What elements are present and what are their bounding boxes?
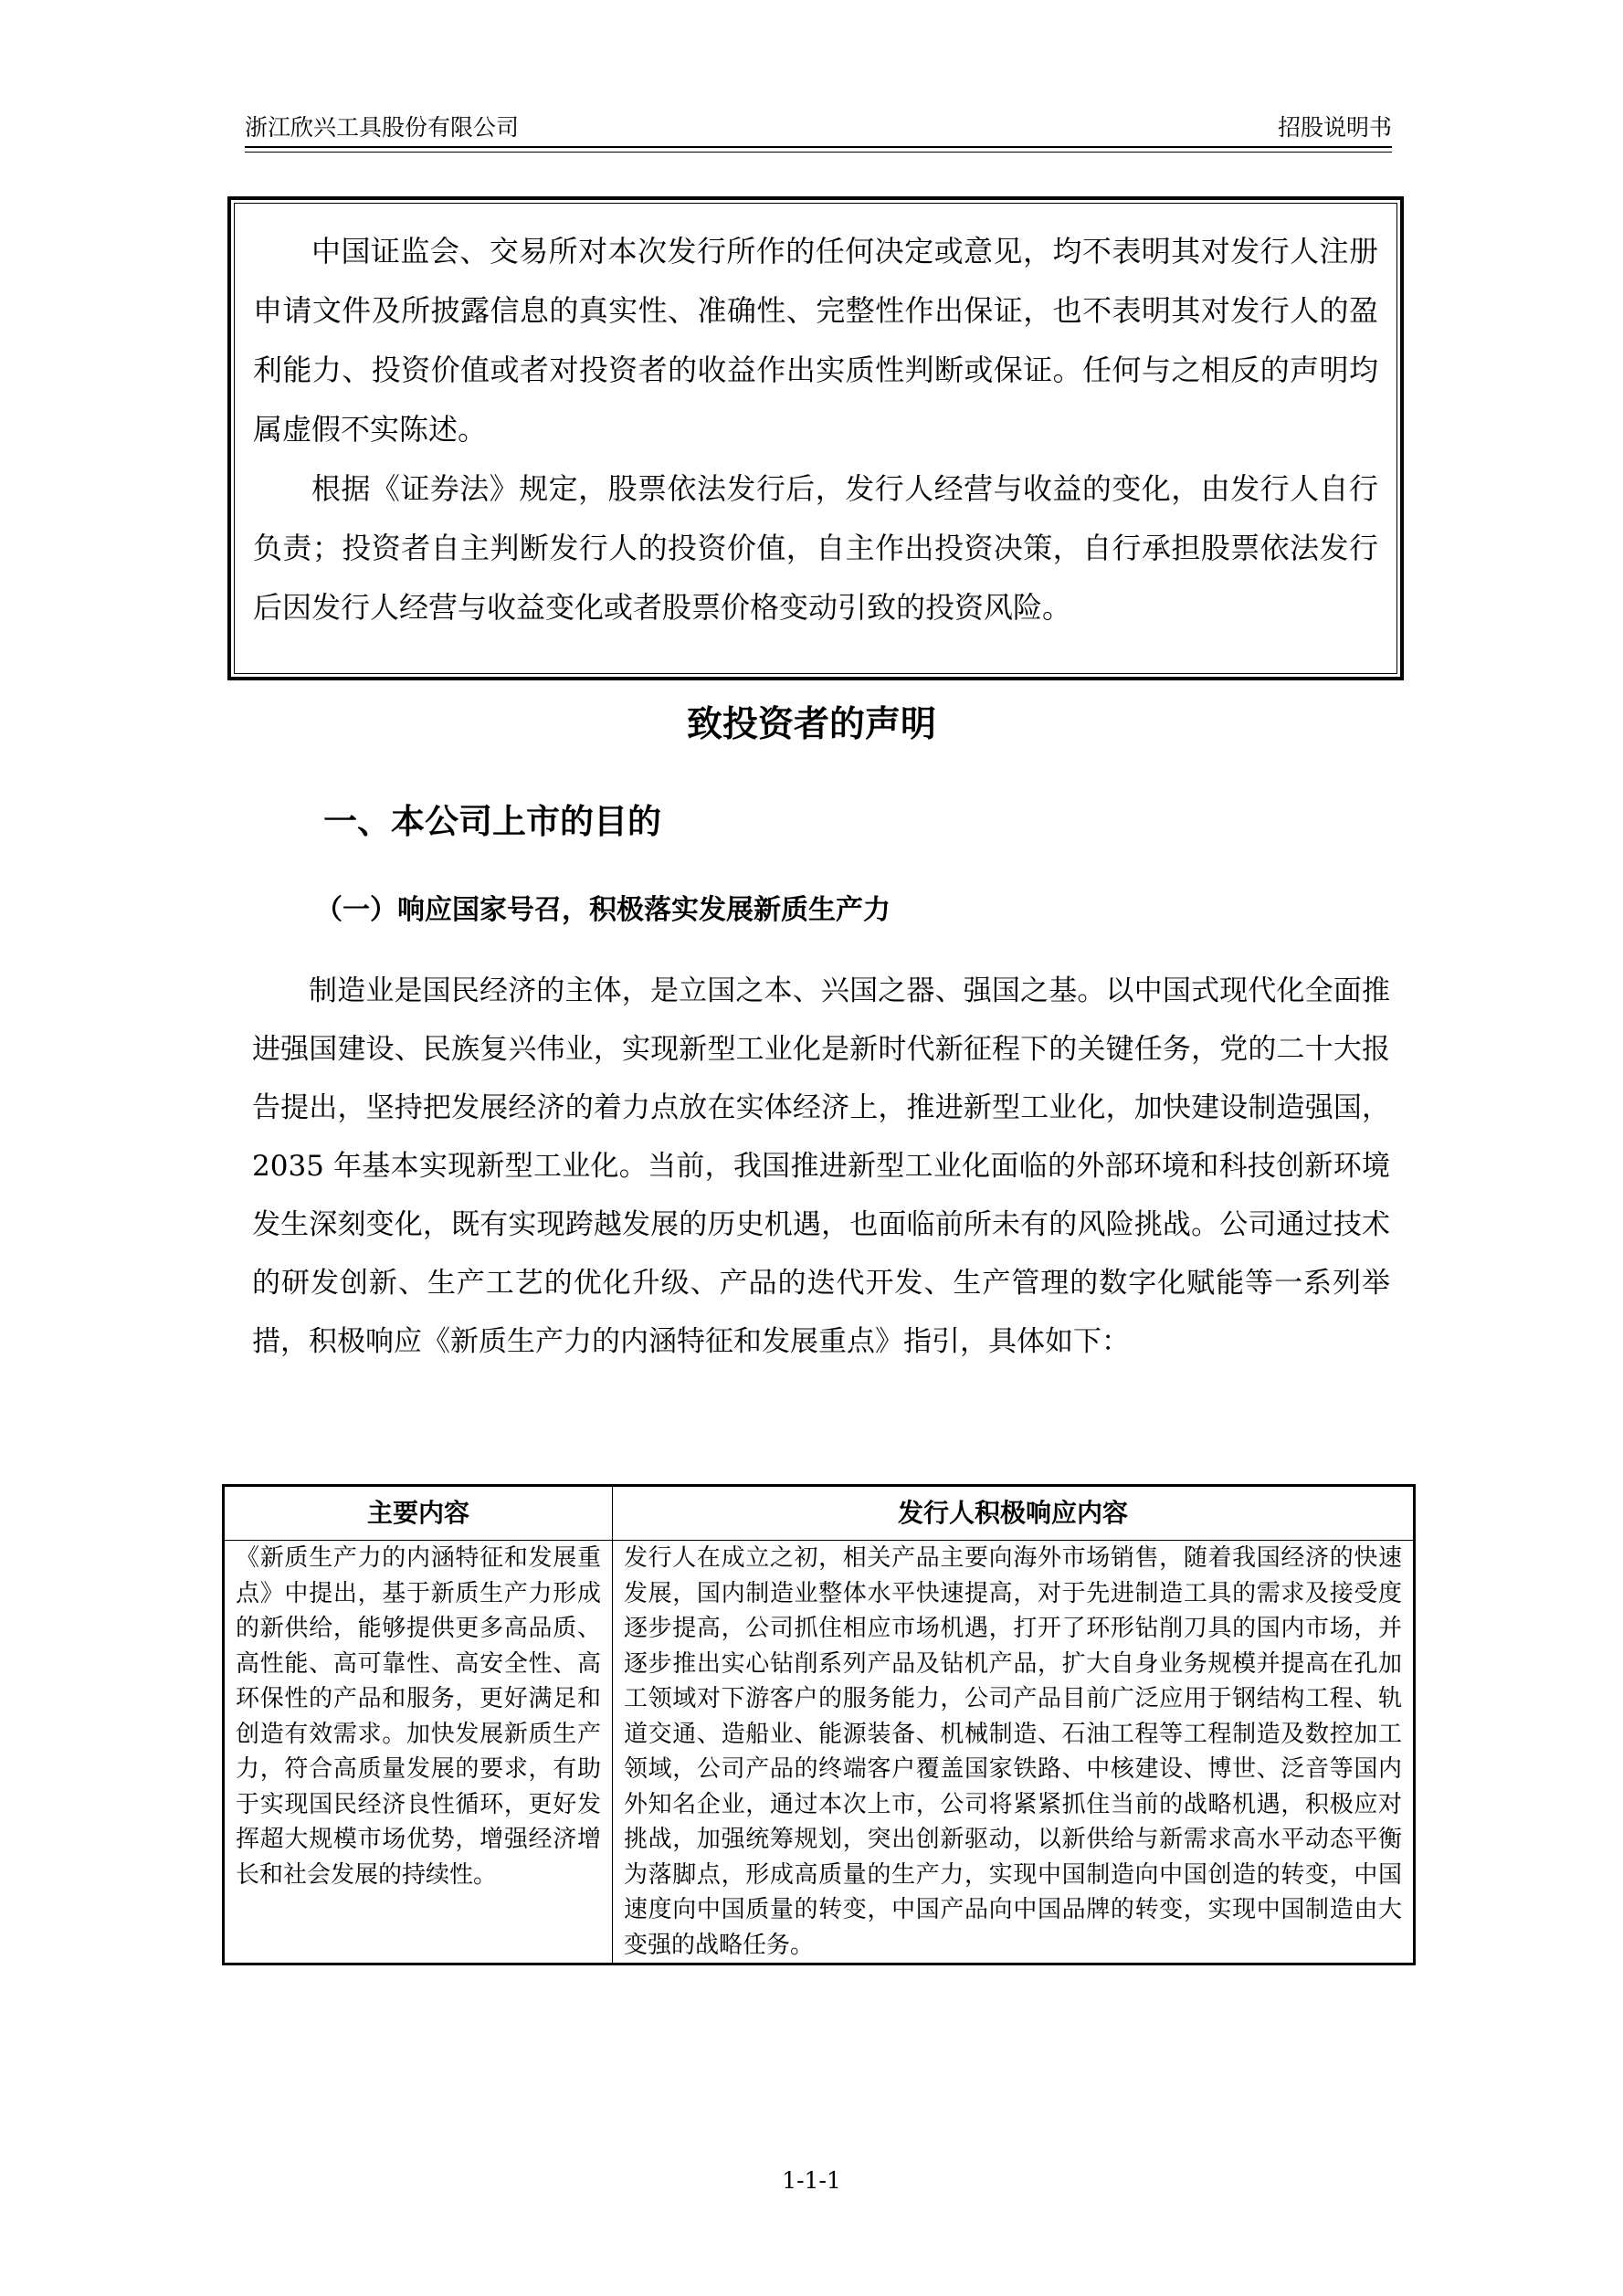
response-table — [222, 1484, 1416, 1965]
header-company: 浙江欣兴工具股份有限公司 — [245, 114, 520, 141]
table-header-row — [224, 1486, 1415, 1541]
section-heading: 一、本公司上市的目的 — [323, 802, 661, 841]
notice-inner-frame — [234, 203, 1397, 674]
table-header-main-content: 主要内容 — [224, 1486, 613, 1541]
body-paragraph: 制造业是国民经济的主体，是立国之本、兴国之器、强国之基。以中国式现代化全面推进强国建设、民族复兴伟业，实现新型工业化是新时代新征程下的关键任务，党的二十大报告提出，坚持把发展经济的着力点放在实体经济上，推进新型工业化，加快建设制造强国，2035 年基本实现新型工业化。当前，我国推进新型工业化面临的外部环境和科技创新环境发生深刻变化，既有实现跨越发展的历史机遇，也面临前所未有的风险挑战。公司通过技术的研发创新、生产工艺的优化升级、产品的迭代开发、生产管理的数字化赋能等一系列举措，积极响应《新质生产力的内涵特征和发展重点》指引，具体如下： — [252, 974, 1390, 1358]
regulatory-notice-box — [227, 196, 1404, 680]
subsection-heading: （一）响应国家号召，积极落实发展新质生产力 — [315, 894, 891, 926]
notice-paragraph-1: 中国证监会、交易所对本次发行所作的任何决定或意见，均不表明其对发行人注册申请文件及所披露信息的真实性、准确性、完整性作出保证，也不表明其对发行人的盈利能力、投资价值或者对投资者的收益作出实质性判断或保证。任何与之相反的声明均属虚假不实陈述。 — [253, 234, 1378, 447]
page-title: 致投资者的声明 — [686, 704, 936, 745]
table-cell-main-content: 《新质生产力的内涵特征和发展重点》中提出，基于新质生产力形成的新供给，能够提供更多高品质、高性能、高可靠性、高安全性、高环保性的产品和服务，更好满足和创造有效需求。加快发展新质生产力，符合高质量发展的要求，有助于实现国民经济良性循环，更好发挥超大规模市场优势，增强经济增长和社会发展的持续性。 — [224, 1541, 613, 1964]
notice-paragraph-2: 根据《证券法》规定，股票依法发行后，发行人经营与收益的变化，由发行人自行负责；投资者自主判断发行人的投资价值，自主作出投资决策，自行承担股票依法发行后因发行人经营与收益变化或者股票价格变动引致的投资风险。 — [253, 471, 1378, 625]
page-number: 1-1-1 — [782, 2167, 841, 2194]
table-row — [224, 1541, 1415, 1964]
table-header-response: 发行人积极响应内容 — [613, 1486, 1415, 1541]
table-cell-response: 发行人在成立之初，相关产品主要向海外市场销售，随着我国经济的快速发展，国内制造业整体水平快速提高，对于先进制造工具的需求及接受度逐步提高，公司抓住相应市场机遇，打开了环形钻削刀具的国内市场，并逐步推出实心钻削系列产品及钻机产品，扩大自身业务规模并提高在孔加工领域对下游客户的服务能力，公司产品目前广泛应用于钢结构工程、轨道交通、造船业、能源装备、机械制造、石油工程等工程制造及数控加工领域，公司产品的终端客户覆盖国家铁路、中核建设、博世、泛音等国内外知名企业，通过本次上市，公司将紧紧抓住当前的战略机遇，积极应对挑战，加强统筹规划，突出创新驱动，以新供给与新需求高水平动态平衡为落脚点，形成高质量的生产力，实现中国制造向中国创造的转变，中国速度向中国质量的转变，中国产品向中国品牌的转变，实现中国制造由大变强的战略任务。 — [613, 1541, 1415, 1964]
page-header — [245, 113, 1392, 148]
header-doc-type: 招股说明书 — [1277, 114, 1392, 141]
